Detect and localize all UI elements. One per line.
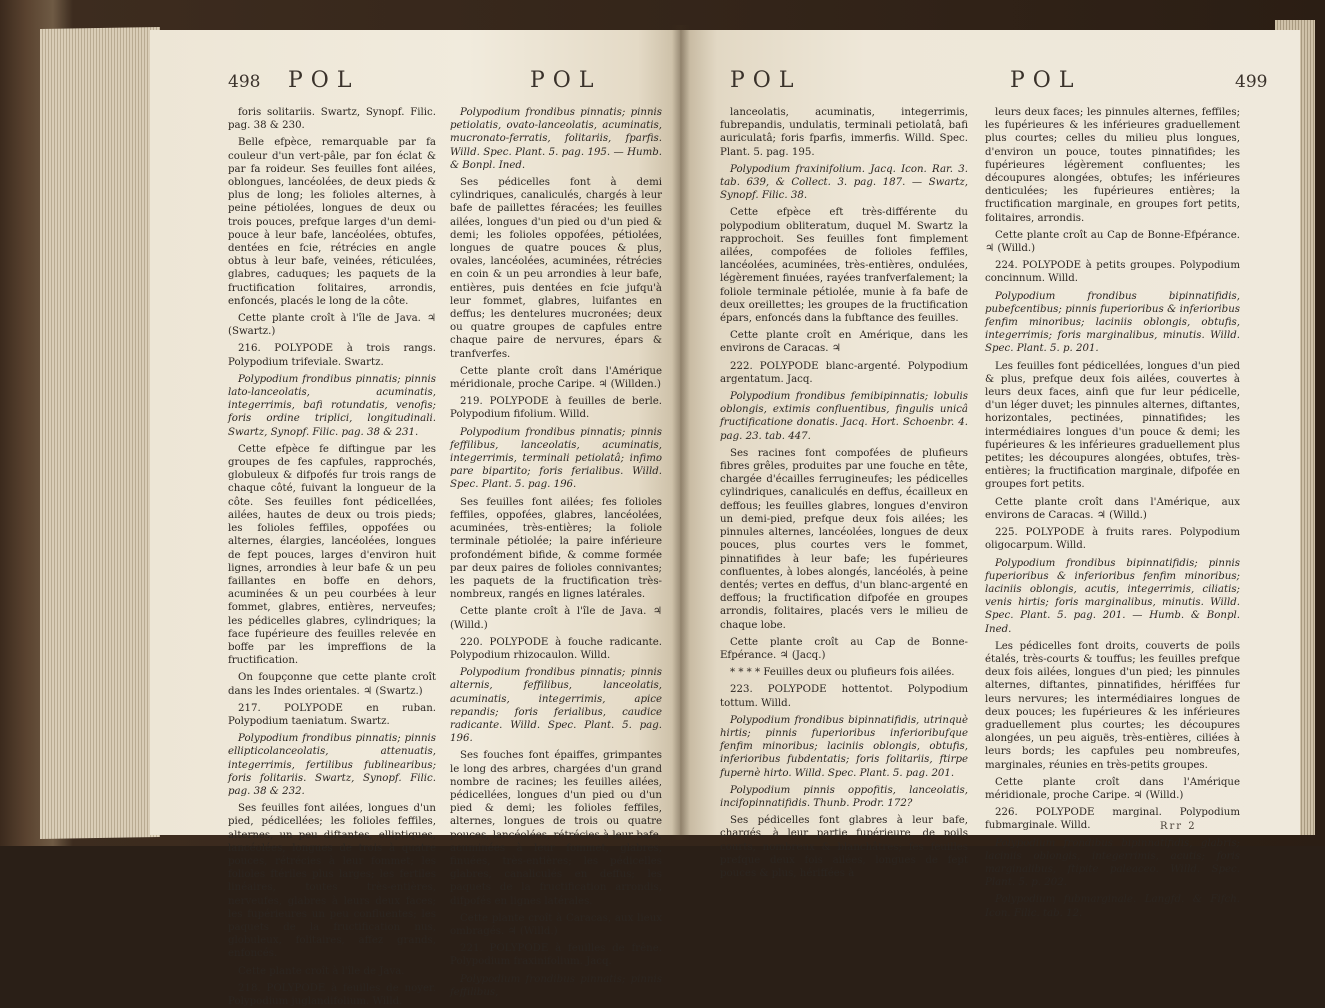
text-paragraph: 217. POLYPODE en ruban. Polypodium taeniatum. Swartz. bbox=[228, 702, 436, 727]
right-page bbox=[680, 30, 1300, 919]
text-paragraph: foris solitariis. Swartz, Synopf. Filic. pag. 38 & 230. bbox=[228, 107, 436, 132]
text-paragraph: Cette plante croît à Caracas, aux lieux ombragés. ♃ (Willd.) bbox=[450, 912, 662, 937]
text-paragraph: Polypodium frondibus femibipinnatis; lobulis oblongis, extimis confluentibus, fingulis unicâ fructificatione donatis. Jacq. Hort. Schoenbr. 4. pag. 23. tab. 447. bbox=[720, 391, 968, 442]
text-paragraph: Cette efpèce eft très-différente du polypodium obliteratum, duquel M. Swartz la rapprochoit. Ses feuilles font fimplement ailées, compofées de folioles feffiles, lancéolées, acuminées, très-entières, ondulées, légèrement finuées, rayées tranfverfalement; la foliole terminale pétiolée, munie à fa bafe de deux oreillettes; les groupes de la fructification épars, enfoncés dans la fubftance des feuilles. bbox=[720, 207, 968, 325]
text-paragraph: 223. POLYPODE hottentot. Polypodium tottum. Willd. bbox=[720, 684, 968, 709]
book-gutter bbox=[672, 25, 690, 840]
left-page bbox=[150, 30, 680, 1007]
page-number-right: 499 bbox=[1235, 72, 1268, 92]
text-paragraph: Polypodium frondibus pinnatis; pinnis feffilibus, bbox=[450, 973, 662, 998]
text-paragraph: Polypodium frondibus bipinnatifidis, pubefcentibus; pinnis fuperioribus & inferioribus fenfim minoribus; laciniis oblongis, obtufis, integerrimis; foris marginalibus, minutis. Willd. Spec. Plant. 5. p. 201. bbox=[985, 290, 1240, 355]
right-page-column-1 bbox=[720, 106, 968, 879]
text-paragraph: Les feuilles font pédicellées, longues d'un pied & plus, prefque deux fois ailées, couvertes à leurs deux faces, ainfi que fur leur pédicelle, d'un léger duvet; les pinnules alternes, diftantes, horizontales, pectinées, pinnatifides; les intermédiaires longues d'un pouce & demi; les fupérieures & les inférieures graduellement plus petites; les découpures alongées, obtufes, très-entières; la fructification marginale, difpofée en groupes fort petits. bbox=[985, 360, 1240, 491]
left-page-column-2 bbox=[450, 106, 662, 998]
text-paragraph: Polypodium fraxinifolium. Jacq. Icon. Rar. 3. tab. 639, & Collect. 3. pag. 187. — Swartz, Synopf. Filic. 38. bbox=[720, 163, 968, 202]
text-paragraph: Cette plante croît dans l'Amérique méridionale, proche Caripe. ♃ (Willden.) bbox=[450, 365, 662, 391]
left-page-column-1 bbox=[228, 106, 436, 1007]
text-paragraph: Polypodium frondibus pinnatis; pinnis alternis, feffilibus, lanceolatis, acuminatis, integerrimis, apice repandis; foris ferialibus, caudice radicante. Willd. Spec. Plant. 5. pag. 196. bbox=[450, 667, 662, 745]
text-paragraph: leurs deux faces; les pinnules alternes, feffiles; les fupérieures & les inférieures graduellement plus courtes; celles du milieu plus longues, d'environ un pouce, toutes pinnatifides; les fupérieures légèrement confluentes; les découpures alongées, obtufes; les inférieures denticulées; les fupérieures entières; la fructification marginale, en groupes fort petits, folitaires, arrondis. bbox=[985, 107, 1240, 224]
text-paragraph: 226. POLYPODE marginal. Polypodium fubmarginale. Willd. bbox=[985, 807, 1240, 832]
text-paragraph: * * * * Feuilles deux ou plufieurs fois ailées. bbox=[730, 667, 955, 679]
text-paragraph: Polypodium frondibus pinnatis; pinnis lato-lanceolatis, acuminatis, integerrimis, bafi rotundatis, venofis; foris ordine triplici, longitudinali. Swartz, Synopf. Filic. pag. 38 & 231. bbox=[228, 373, 436, 438]
text-paragraph: Polypodium frondibus bipinnatifidis, glabris; laciniis oblongis, integerrimis, acutis; foris marginalibus, ftipite paleaceo. Willd. Spec. Plant. 5. p. 202. bbox=[985, 837, 1240, 889]
text-paragraph: Cette plante croît en Amérique, dans les environs de Caracas. ♃ bbox=[720, 330, 968, 355]
text-paragraph: Polypodium frondibus bipinnatifidis, utrinquè hirtis; pinnis fuperioribus inferioribufque fenfim minoribus; laciniis oblongis, obtufis, inferioribus fubdentatis; foris folitariis, ftirpe fupernè hirto. Willd. Spec. Plant. 5. pag. 201. bbox=[720, 714, 968, 779]
text-paragraph: lanceolatis, acuminatis, integerrimis, fubrepandis, undulatis, terminali petiolatâ, bafi auriculatâ; foris fparfis, immerfis. Willd. Spec. Plant. 5. pag. 195. bbox=[720, 107, 968, 158]
text-paragraph: Cette plante croît dans l'Amérique, aux environs de Caracas. ♃ (Willd.) bbox=[985, 496, 1240, 521]
text-paragraph: 225. POLYPODE à fruits rares. Polypodium oligocarpum. Willd. bbox=[985, 527, 1240, 552]
text-paragraph: Polypodium pinnis oppofitis, lanceolatis, incifopinnatifidis. Thunb. Prodr. 172? bbox=[720, 784, 968, 809]
text-paragraph: Cette plante croît dans l'Amérique méridionale, proche Caripe. ♃ (Willd.) bbox=[985, 776, 1240, 801]
text-paragraph: Ses fouches font épaiffes, grimpantes le long des arbres, chargées d'un grand nombre de racines; les feuilles ailées, pédicellées, longues d'un pied ou d'un pied & demi; les folioles feffiles, alternes, longues de trois ou quatre pouces, lancéolées, rétrécies à leur bafe, acuminées à leur fommet, glabres, finuées, très-entières; les pédicelles glabres, canaliculés en deffus; les paquets de la fructification arrondis, difpofés en lignes latérales. bbox=[450, 750, 662, 907]
text-paragraph: Polypodium fubmarginale. Langfd. & Fifch. Icon. Filic. tab. 12. bbox=[985, 894, 1240, 919]
text-paragraph: Cette plante croît à l'île de Java. bbox=[238, 965, 405, 977]
text-paragraph: 222. POLYPODE blanc-argenté. Polypodium argentatum. Jacq. bbox=[720, 360, 968, 385]
text-paragraph: Ses feuilles font ailées; fes folioles feffiles, oppofées, glabres, lancéolées, acuminées, très-entières; la foliole terminale pétiolée; la paire inférieure profondément bifide, & comme formée par deux paires de folioles connivantes; les paquets de la fructification très-nombreux, rangés en lignes latérales. bbox=[450, 496, 662, 601]
text-paragraph: Cette plante croît au Cap de Bonne-Efpérance. ♃ (Willd.) bbox=[985, 229, 1240, 255]
text-paragraph: 220. POLYPODE à fouche radicante. Polypodium rhizocaulon. Willd. bbox=[450, 636, 662, 661]
text-paragraph: Les pédicelles font droits, couverts de poils étalés, très-courts & touffus; les feuilles prefque deux fois ailées, longues d'un pied; les pinnules alternes, diftantes, pinnatifides, hériffées fur leurs nervures; les intermédiaires longues de deux pouces; les fupérieures & les inférieures graduellement plus courtes; les découpures alongées, un peu aiguës, très-entières, ciliées à leurs bords; les capfules peu nombreufes, marginales, réunies en très-petits groupes. bbox=[985, 640, 1240, 771]
text-paragraph: Polypodium frondibus pinnatis; pinnis petiolatis, ovato-lanceolatis, acuminatis, mucronato-ferratis, folitariis, fparfis. Willd. Spec. Plant. 5. pag. 195. — Humb. & Bonpl. Ined. bbox=[450, 107, 662, 171]
text-paragraph: Ses pédicelles font glabres à leur bafe, chargés, à leur partie fupérieure, de poils courts, nombreux & blanchâtres; fes feuilles prefque deux fois ailées, longues de fept pouces & plus, hériffées à bbox=[720, 815, 968, 879]
signature-mark: Rrr 2 bbox=[1160, 821, 1197, 832]
text-paragraph: Cette plante croît à l'île de Java. ♃ (Willd.) bbox=[450, 606, 662, 631]
running-head-left-1: POL bbox=[288, 68, 360, 93]
running-head-right-1: POL bbox=[730, 68, 802, 93]
text-paragraph: Cette plante croît à l'île de Java. ♃ (Swartz.) bbox=[228, 313, 436, 338]
text-paragraph: Polypodium frondibus pinnatis; pinnis ellipticolanceolatis, attenuatis, integerrimis, fertilibus fublinearibus; foris folitariis. Swartz, Synopf. Filic. pag. 38 & 232. bbox=[228, 733, 436, 797]
text-paragraph: Belle efpèce, remarquable par fa couleur d'un vert-pâle, par fon éclat & par fa roideur. Ses feuilles font ailées, oblongues, lancéolées, de deux pieds & plus de long; les folioles alternes, à peine pétiolées, longues de deux ou trois pouces, prefque larges d'un demi-pouce à leur bafe, lancéolées, obtufes, dentées en fcie, rétrécies en angle obtus à leur bafe, veinées, réticulées, glabres, caduques; les paquets de la fructification folitaires, arrondis, enfoncés, placés le long de la côte. bbox=[228, 137, 436, 307]
running-head-left-2: POL bbox=[530, 68, 602, 93]
text-paragraph: 219. POLYPODE à feuilles de berle. Polypodium fifolium. Willd. bbox=[450, 396, 662, 421]
page-number-left: 498 bbox=[228, 72, 261, 92]
running-head-right-2: POL bbox=[1010, 68, 1082, 93]
text-paragraph: 221. POLYPODE à feuilles de frêne. Polypodium fraxinifolium. Jacq. bbox=[450, 943, 662, 968]
text-paragraph: 224. POLYPODE à petits groupes. Polypodium concinnum. Willd. bbox=[985, 260, 1240, 285]
text-paragraph: Polypodium frondibus pinnatis; pinnis feffilibus, lanceolatis, acuminatis, integerrimis, terminali petiolatâ; infimo pare bipartito; foris ferialibus. Willd. Spec. Plant. 5. pag. 196. bbox=[450, 426, 662, 491]
page-edges-left bbox=[40, 27, 160, 839]
text-paragraph: 216. POLYPODE à trois rangs. Polypodium trifeviale. Swartz. bbox=[228, 343, 436, 368]
text-paragraph: Ses feuilles font ailées, longues d'un pied, pédicellées; les folioles feffiles, alternes, un peu diftantes, elliptiques, lancéolées, longues de trois à quatre pouces, rétrécies à leur fommet; les folioles ftériles plus larges; les fertiles linéaires, toutes très-entières, nerveufes, glabres à leurs deux faces; les fupérieures un peu confluentes; les paquets de la fructification nus, globuleux, folitaires, affez grands, enfoncés. bbox=[228, 803, 436, 960]
text-paragraph: Ses pédicelles font à demi cylindriques, canaliculés, chargés à leur bafe de paillettes féracées; les feuilles ailées, longues d'un pied ou d'un pied & demi; les folioles oppofées, pétiolées, longues de quatre pouces & plus, ovales, lancéolées, acuminées, rétrécies en coin & un peu arrondies à leur bafe, entières, puis dentées en fcie jufqu'à leur fommet, glabres, luifantes en deffus; les dentelures mucronées; deux ou quatre groupes de capfules entre chaque paire de nervures, épars & tranfverfes. bbox=[450, 177, 662, 360]
text-paragraph: Cette efpèce fe diftingue par les groupes de fes capfules, rapprochés, globuleux & difpofés fur trois rangs de chaque côté, fuivant la longueur de la côte. Ses feuilles font pédicellées, ailées, hautes de deux ou trois pieds; les folioles feffiles, oppofées ou alternes, élargies, lancéolées, longues de fept pouces, larges d'environ huit lignes, arrondies à leur bafe & un peu faillantes en boffe en dehors, acuminées & un peu courbées à leur fommet, glabres, entières, nerveufes; les pédicelles glabres, cylindriques; la face fupérieure des feuilles relevée en boffe par les impreffions de la fructification. bbox=[228, 443, 436, 667]
text-paragraph: Cette plante croît au Cap de Bonne-Efpérance. ♃ (Jacq.) bbox=[720, 636, 968, 661]
text-paragraph: Polypodium frondibus bipinnatifidis; pinnis fuperioribus & inferioribus fenfim minoribus; laciniis oblongis, acutis, integerrimis, ciliatis; venis hirtis; foris marginalibus, minutis. Willd. Spec. Plant. 5. pag. 201. — Humb. & Bonpl. Ined. bbox=[985, 557, 1240, 635]
text-paragraph: On foupçonne que cette plante croît dans les Indes orientales. ♃ (Swartz.) bbox=[228, 672, 436, 697]
text-paragraph: 218. POLYPODE à feuilles de noyer. Polypodium juglandifolium. Willd. bbox=[228, 982, 436, 1007]
text-paragraph: Ses racines font compofées de plufieurs fibres grêles, produites par une fouche en tête, chargée d'écailles ferrugineufes; les pédicelles cylindriques, canaliculés en deffus, écailleux en deffous; les feuilles glabres, longues d'environ un demi-pied, prefque deux fois ailées; les pinnules alternes, lancéolées, longues de deux pouces, plus courtes vers le fommet, pinnatifides à leur bafe; les fupérieures confluentes, à lobes alongés, lancéolés, à peine dentés; vertes en deffus, d'un blanc-argenté en deffous; la fructification difpofée en groupes arrondis, folitaires, placés vers le milieu de chaque lobe. bbox=[720, 447, 968, 631]
